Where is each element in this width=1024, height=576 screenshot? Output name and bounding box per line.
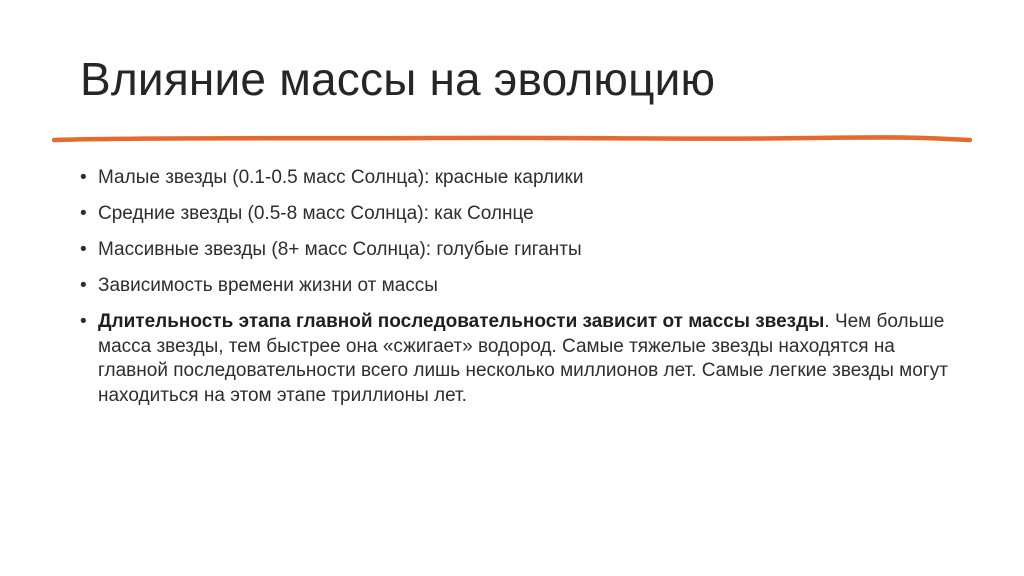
bullet-text: . Чем больше масса звезды, тем быстрее она «сжигает» водород. Самые тяжелые звезды находятся на главной последовательности всего лишь несколько миллионов лет. Самые легкие звезды могут находиться на этом этапе триллионы лет. (98, 311, 948, 406)
bullet-bold-text: Длительность этапа главной последовательности зависит от массы звезды (98, 311, 825, 332)
title-underline (52, 128, 972, 148)
list-item (77, 310, 957, 408)
list-item (77, 166, 957, 190)
bullet-list (77, 166, 957, 420)
bullet-text: Массивные звезды (8+ масс Солнца): голубые гиганты (98, 239, 582, 260)
bullet-text: Средние звезды (0.5-8 масс Солнца): как Солнце (98, 203, 534, 224)
bullet-marker: • (80, 167, 87, 188)
list-item (77, 238, 957, 262)
bullet-marker: • (80, 275, 87, 296)
bullet-text: Зависимость времени жизни от массы (98, 275, 438, 296)
bullet-text: Малые звезды (0.1-0.5 масс Солнца): красные карлики (98, 167, 584, 188)
list-item (77, 274, 957, 298)
slide-title: Влияние массы на эволюцию (80, 53, 716, 105)
bullet-marker: • (80, 203, 87, 224)
bullet-marker: • (80, 311, 87, 332)
bullet-marker: • (80, 239, 87, 260)
list-item (77, 202, 957, 226)
